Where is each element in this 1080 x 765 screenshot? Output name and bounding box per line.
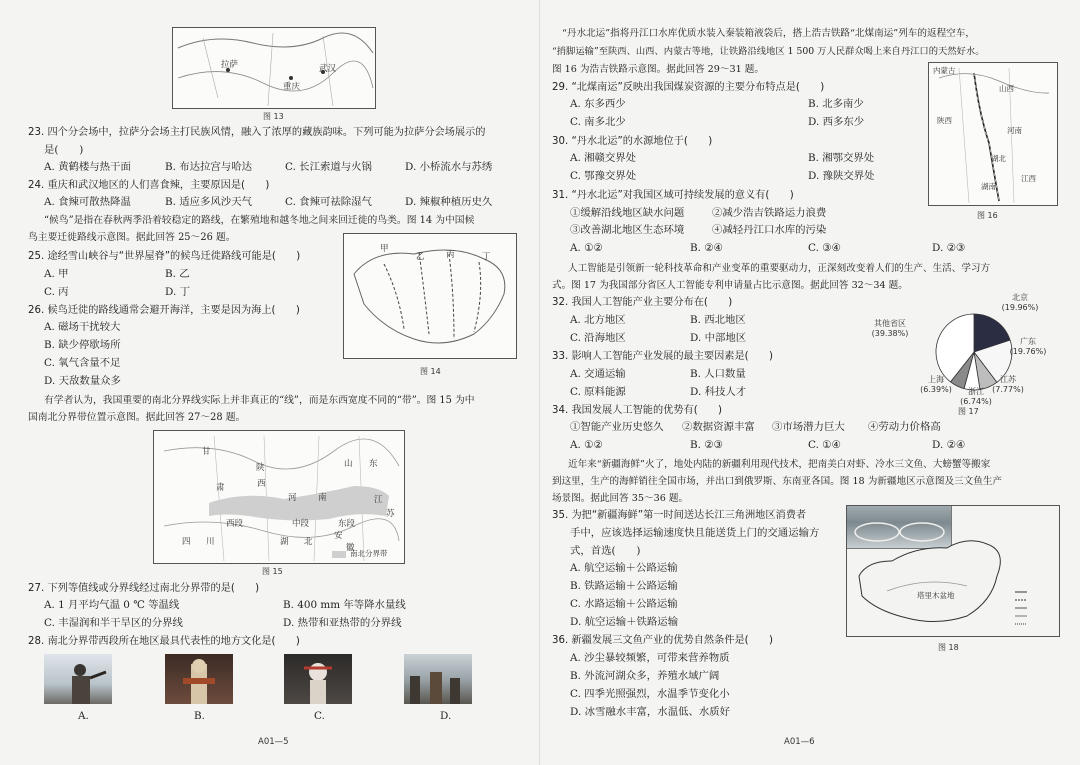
figure-13-caption: 图 13 (263, 112, 284, 121)
intro-32-line2: 式。图 17 为我国部分省区人工智能专利申请量占比示意图。据此回答 32～34 题。 (552, 280, 908, 291)
q26-option-c: C. 氧气含量不足 (44, 357, 121, 369)
q23-option-a: A. 黄鹤楼与热干面 (44, 161, 131, 173)
intro-27-line2: 国南北分界带位置示意图。据此回答 27～28 题。 (28, 412, 246, 423)
map-china-outline (173, 28, 375, 108)
q25-option-a: A. 甲 (44, 268, 69, 280)
q26-option-a: A. 磁场干扰较大 (44, 321, 121, 333)
figure-15-caption: 图 15 (262, 567, 283, 576)
q24-option-b: B. 适应多风沙天气 (165, 196, 252, 208)
province-xi: 西 (257, 479, 266, 489)
q31-item-3: ③改善湖北地区生态环境 (570, 224, 685, 236)
map-label-wuhan: 武汉 (319, 64, 337, 74)
q28-stem: 28. 南北分界带西段所在地区最具代表性的地方文化是( ) (28, 636, 300, 647)
q28-option-c: C. (314, 710, 325, 722)
fig18-label-tarim-basin: 塔里木盆地 (917, 591, 955, 600)
segment-west: 西段 (226, 519, 244, 529)
q31-item-1: ①缓解沿线地区缺水问题 (570, 207, 685, 219)
q23-stem-2: 是( ) (44, 144, 84, 156)
province-gan: 甘 (202, 447, 211, 457)
right-page-footer: A01—6 (784, 737, 815, 747)
q27-option-c: C. 丰湿润和半干旱区的分界线 (44, 617, 183, 629)
figure-17-caption: 图 17 (958, 407, 979, 416)
figure-15-map (153, 430, 405, 564)
q33-stem: 33. 影响人工智能产业发展的最主要因素是( ) (552, 351, 773, 362)
q33-option-b: B. 人口数量 (690, 368, 746, 380)
figure-14-caption: 图 14 (420, 367, 441, 376)
pie-label-0-1: (19.96%) (1001, 303, 1039, 312)
q24-option-c: C. 食辣可祛除湿气 (285, 196, 372, 208)
province-su: 肃 (216, 483, 225, 493)
map-label-chongqing: 重庆 (283, 82, 301, 92)
segment-east: 东段 (338, 519, 356, 529)
left-page-footer: A01—5 (258, 737, 289, 747)
q23-option-d: D. 小桥流水与苏绣 (405, 161, 493, 173)
q32-stem: 32. 我国人工智能产业主要分布在( ) (552, 297, 733, 308)
q36-option-d: D. 冰雪融水丰富，水温低、水质好 (570, 706, 731, 718)
province-hu: 湖 (280, 537, 289, 547)
q33-option-c: C. 原料能源 (570, 386, 626, 398)
q23-option-b: B. 布达拉宫与哈达 (165, 161, 252, 173)
pie-label-4-1: (6.39%) (920, 385, 952, 394)
fig16-label-hunan: 湖南 (981, 182, 996, 191)
q35-stem-2: 手中，应该选择运输速度快且能送货上门的交通运输方 (570, 527, 820, 539)
photo-d (404, 654, 472, 704)
q29-option-a: A. 东多西少 (570, 98, 626, 110)
fig16-label-hubei: 湖北 (991, 154, 1006, 163)
intro-27-line1: 有学者认为，我国重要的南北分界线实际上并非真正的“线”，而是东西宽度不同的“带”。图 15 为中 (44, 395, 475, 406)
intro-32-line1: 人工智能是引领新一轮科技革命和产业变革的重要驱动力，正深刻改变着人们的生产、生活、学习方 (568, 263, 991, 274)
intro-25-line1: “候鸟”是指在春秋两季沿着较稳定的路线，在繁殖地和越冬地之间来回迁徙的鸟类。图 14 为中国候 (44, 215, 475, 226)
province-shan2: 山 (344, 459, 353, 469)
q26-option-d: D. 天敌数量众多 (44, 375, 121, 387)
q31-option-d: D. ②③ (932, 242, 966, 254)
q27-option-b: B. 400 mm 年等降水量线 (283, 599, 406, 611)
route-label-jia: 甲 (380, 244, 389, 254)
q32-option-b: B. 西北地区 (690, 314, 746, 326)
route-label-yi: 乙 (416, 252, 425, 262)
fig16-label-shanxi: 山西 (999, 84, 1014, 93)
pie-label-1-0: 广东 (1020, 337, 1036, 346)
q34-option-b: B. ②③ (690, 439, 723, 451)
q34-item-3: ③市场潜力巨大 (772, 421, 845, 433)
q23-option-c: C. 长江索道与火锅 (285, 161, 372, 173)
q31-option-b: B. ②④ (690, 242, 723, 254)
pie-label-1-1: (19.76%) (1009, 347, 1047, 356)
q31-option-c: C. ③④ (808, 242, 841, 254)
q31-item-2: ②减少浩吉铁路运力浪费 (712, 207, 827, 219)
q24-stem: 24. 重庆和武汉地区的人们喜食辣，主要原因是( ) (28, 180, 270, 191)
province-he: 河 (288, 493, 297, 503)
q31-option-a: A. ①② (570, 242, 603, 254)
q28-option-d: D. (440, 710, 452, 722)
q32-option-d: D. 中部地区 (690, 332, 747, 344)
province-jiang: 江 (374, 495, 383, 505)
figure-18-caption: 图 18 (938, 643, 959, 652)
pie-label-5-0: 其他省区 (874, 319, 906, 328)
q30-stem: 30. “丹水北运”的水源地位于( ) (552, 136, 713, 147)
q29-option-b: B. 北多南少 (808, 98, 864, 110)
q30-option-a: A. 湘赣交界处 (570, 152, 637, 164)
segment-middle: 中段 (292, 519, 310, 529)
intro-29-line2: “捎脚运输”至陕西、山西、内蒙古等地，让铁路沿线地区 1 500 万人民群众喝上来自丹江口的天然好水。 (552, 46, 985, 57)
q33-option-a: A. 交通运输 (570, 368, 626, 380)
q24-option-d: D. 辣椒种植历史久 (405, 196, 493, 208)
q27-option-a: A. 1 月平均气温 0 ℃ 等温线 (44, 599, 180, 611)
q27-stem: 27. 下列等值线或分界线经过南北分界带的是( ) (28, 583, 260, 594)
figure-14-map (343, 233, 517, 359)
q36-option-b: B. 外流河湖众多，养殖水域广阔 (570, 670, 720, 682)
figure-16-caption: 图 16 (977, 211, 998, 220)
province-chuan: 川 (206, 537, 215, 547)
legend-label: 南北分界带 (350, 549, 388, 558)
q35-option-d: D. 航空运输＋铁路运输 (570, 616, 679, 628)
q24-option-a: A. 食辣可散热降温 (44, 196, 131, 208)
province-si: 四 (182, 537, 191, 547)
legend-swatch (332, 551, 346, 558)
q31-stem: 31. “丹水北运”对我国区域可持续发展的意义有( ) (552, 190, 794, 201)
q34-item-4: ④劳动力价格高 (868, 421, 941, 433)
q34-option-c: C. ①④ (808, 439, 841, 451)
photo-a (44, 654, 112, 704)
q29-option-c: C. 南多北少 (570, 116, 626, 128)
province-su2: 苏 (386, 509, 395, 519)
q35-option-b: B. 铁路运输＋公路运输 (570, 580, 678, 592)
pie-label-4-0: 上海 (928, 375, 944, 384)
q34-option-a: A. ①② (570, 439, 603, 451)
figure-17-pie-chart (870, 290, 1070, 420)
q25-option-d: D. 丁 (165, 286, 190, 298)
right-page (540, 0, 1080, 765)
pie-label-0-0: 北京 (1012, 293, 1028, 302)
province-shan: 陕 (256, 463, 265, 473)
q30-option-d: D. 豫陕交界处 (808, 170, 875, 182)
intro-29-line1: “丹水北运”指将丹江口水库优质水装入秦装箱液袋后，搭上浩吉铁路“北煤南运”列车的返程空车， (562, 28, 975, 39)
figure-16-map (928, 62, 1058, 206)
pie-label-2-0: 江苏 (1000, 375, 1016, 384)
intro-35-line2: 到这里，生产的海鲜销往全国市场，并出口到俄罗斯、东南亚各国。图 18 为新疆地区示意图及三文鱼生产 (552, 476, 1003, 487)
map-label-lhasa: 拉萨 (221, 60, 239, 70)
q28-option-a: A. (78, 710, 89, 722)
fig16-label-jiangxi: 江西 (1021, 174, 1036, 183)
pie-label-3-1: (6.74%) (960, 397, 992, 406)
intro-35-line1: 近年来“新疆海鲜”火了，地处内陆的新疆利用现代技术，把南美白对虾、冷水三文鱼、大螃蟹等搬家 (568, 459, 991, 470)
q30-option-c: C. 鄂豫交界处 (570, 170, 637, 182)
q35-stem-3: 式，首选( ) (570, 545, 641, 557)
province-hui: 徽 (346, 543, 355, 553)
q34-item-1: ①智能产业历史悠久 (570, 421, 664, 433)
q28-option-b: B. (194, 710, 205, 722)
north-south-belt-map (154, 431, 404, 563)
q25-option-c: C. 丙 (44, 286, 69, 298)
figure-18-xinjiang-map (846, 505, 1060, 637)
q25-stem: 25. 途经雪山峡谷与“世界屋脊”的候鸟迁徙路线可能是( ) (28, 251, 301, 262)
pie-label-5-1: (39.38%) (871, 329, 909, 338)
q31-item-4: ④减轻丹江口水库的污染 (712, 224, 827, 236)
route-label-ding: 丁 (482, 252, 491, 262)
q23-stem: 23. 四个分会场中，拉萨分会场主打民族风情，融入了浓厚的藏族韵味。下列可能为拉萨分会场展示的 (28, 127, 486, 138)
q26-option-b: B. 缺少停歇场所 (44, 339, 121, 351)
fig16-label-neimenggu: 内蒙古 (933, 66, 956, 75)
figure-13-map (172, 27, 376, 109)
q27-option-d: D. 热带和亚热带的分界线 (283, 617, 402, 629)
q29-stem: 29. “北煤南运”反映出我国煤炭资源的主要分布特点是( ) (552, 82, 825, 93)
q34-item-2: ②数据资源丰富 (682, 421, 755, 433)
q35-stem-1: 35. 为把“新疆海鲜”第一时间送达长江三角洲地区消费者 (552, 510, 807, 521)
q25-option-b: B. 乙 (165, 268, 190, 280)
intro-25-line2: 鸟主要迁徙路线示意图。据此回答 25～26 题。 (28, 232, 236, 243)
q26-stem: 26. 候鸟迁徙的路线通常会避开海洋，主要是因为海上( ) (28, 305, 300, 316)
intro-35-line3: 场景图。据此回答 35～36 题。 (552, 493, 689, 504)
q36-stem: 36. 新疆发展三文鱼产业的优势自然条件是( ) (552, 635, 773, 646)
q34-option-d: D. ②④ (932, 439, 966, 451)
pie-label-2-1: (7.77%) (992, 385, 1024, 394)
q30-option-b: B. 湘鄂交界处 (808, 152, 875, 164)
q35-option-a: A. 航空运输＋公路运输 (570, 562, 678, 574)
province-an: 安 (334, 531, 343, 541)
route-label-bing: 丙 (446, 250, 455, 260)
q32-option-c: C. 沿海地区 (570, 332, 626, 344)
q33-option-d: D. 科技人才 (690, 386, 747, 398)
pie-label-3-0: 浙江 (968, 387, 984, 396)
q35-option-c: C. 水路运输＋公路运输 (570, 598, 678, 610)
intro-29-line3: 图 16 为浩吉铁路示意图。据此回答 29～31 题。 (552, 64, 764, 75)
q36-option-c: C. 四季光照强烈，水温季节变化小 (570, 688, 730, 700)
province-bei: 北 (304, 537, 313, 547)
q29-option-d: D. 西多东少 (808, 116, 865, 128)
q34-stem: 34. 我国发展人工智能的优势有( ) (552, 405, 723, 416)
fig16-label-henan: 河南 (1007, 126, 1022, 135)
photo-c (284, 654, 352, 704)
q36-option-a: A. 沙尘暴较频繁，可带来营养物质 (570, 652, 730, 664)
photo-b (165, 654, 233, 704)
xinjiang-outline (847, 506, 1059, 636)
fig16-label-shaanxi: 陕西 (937, 116, 952, 125)
province-dong: 东 (369, 459, 378, 469)
province-nan: 南 (318, 493, 327, 503)
q32-option-a: A. 北方地区 (570, 314, 626, 326)
